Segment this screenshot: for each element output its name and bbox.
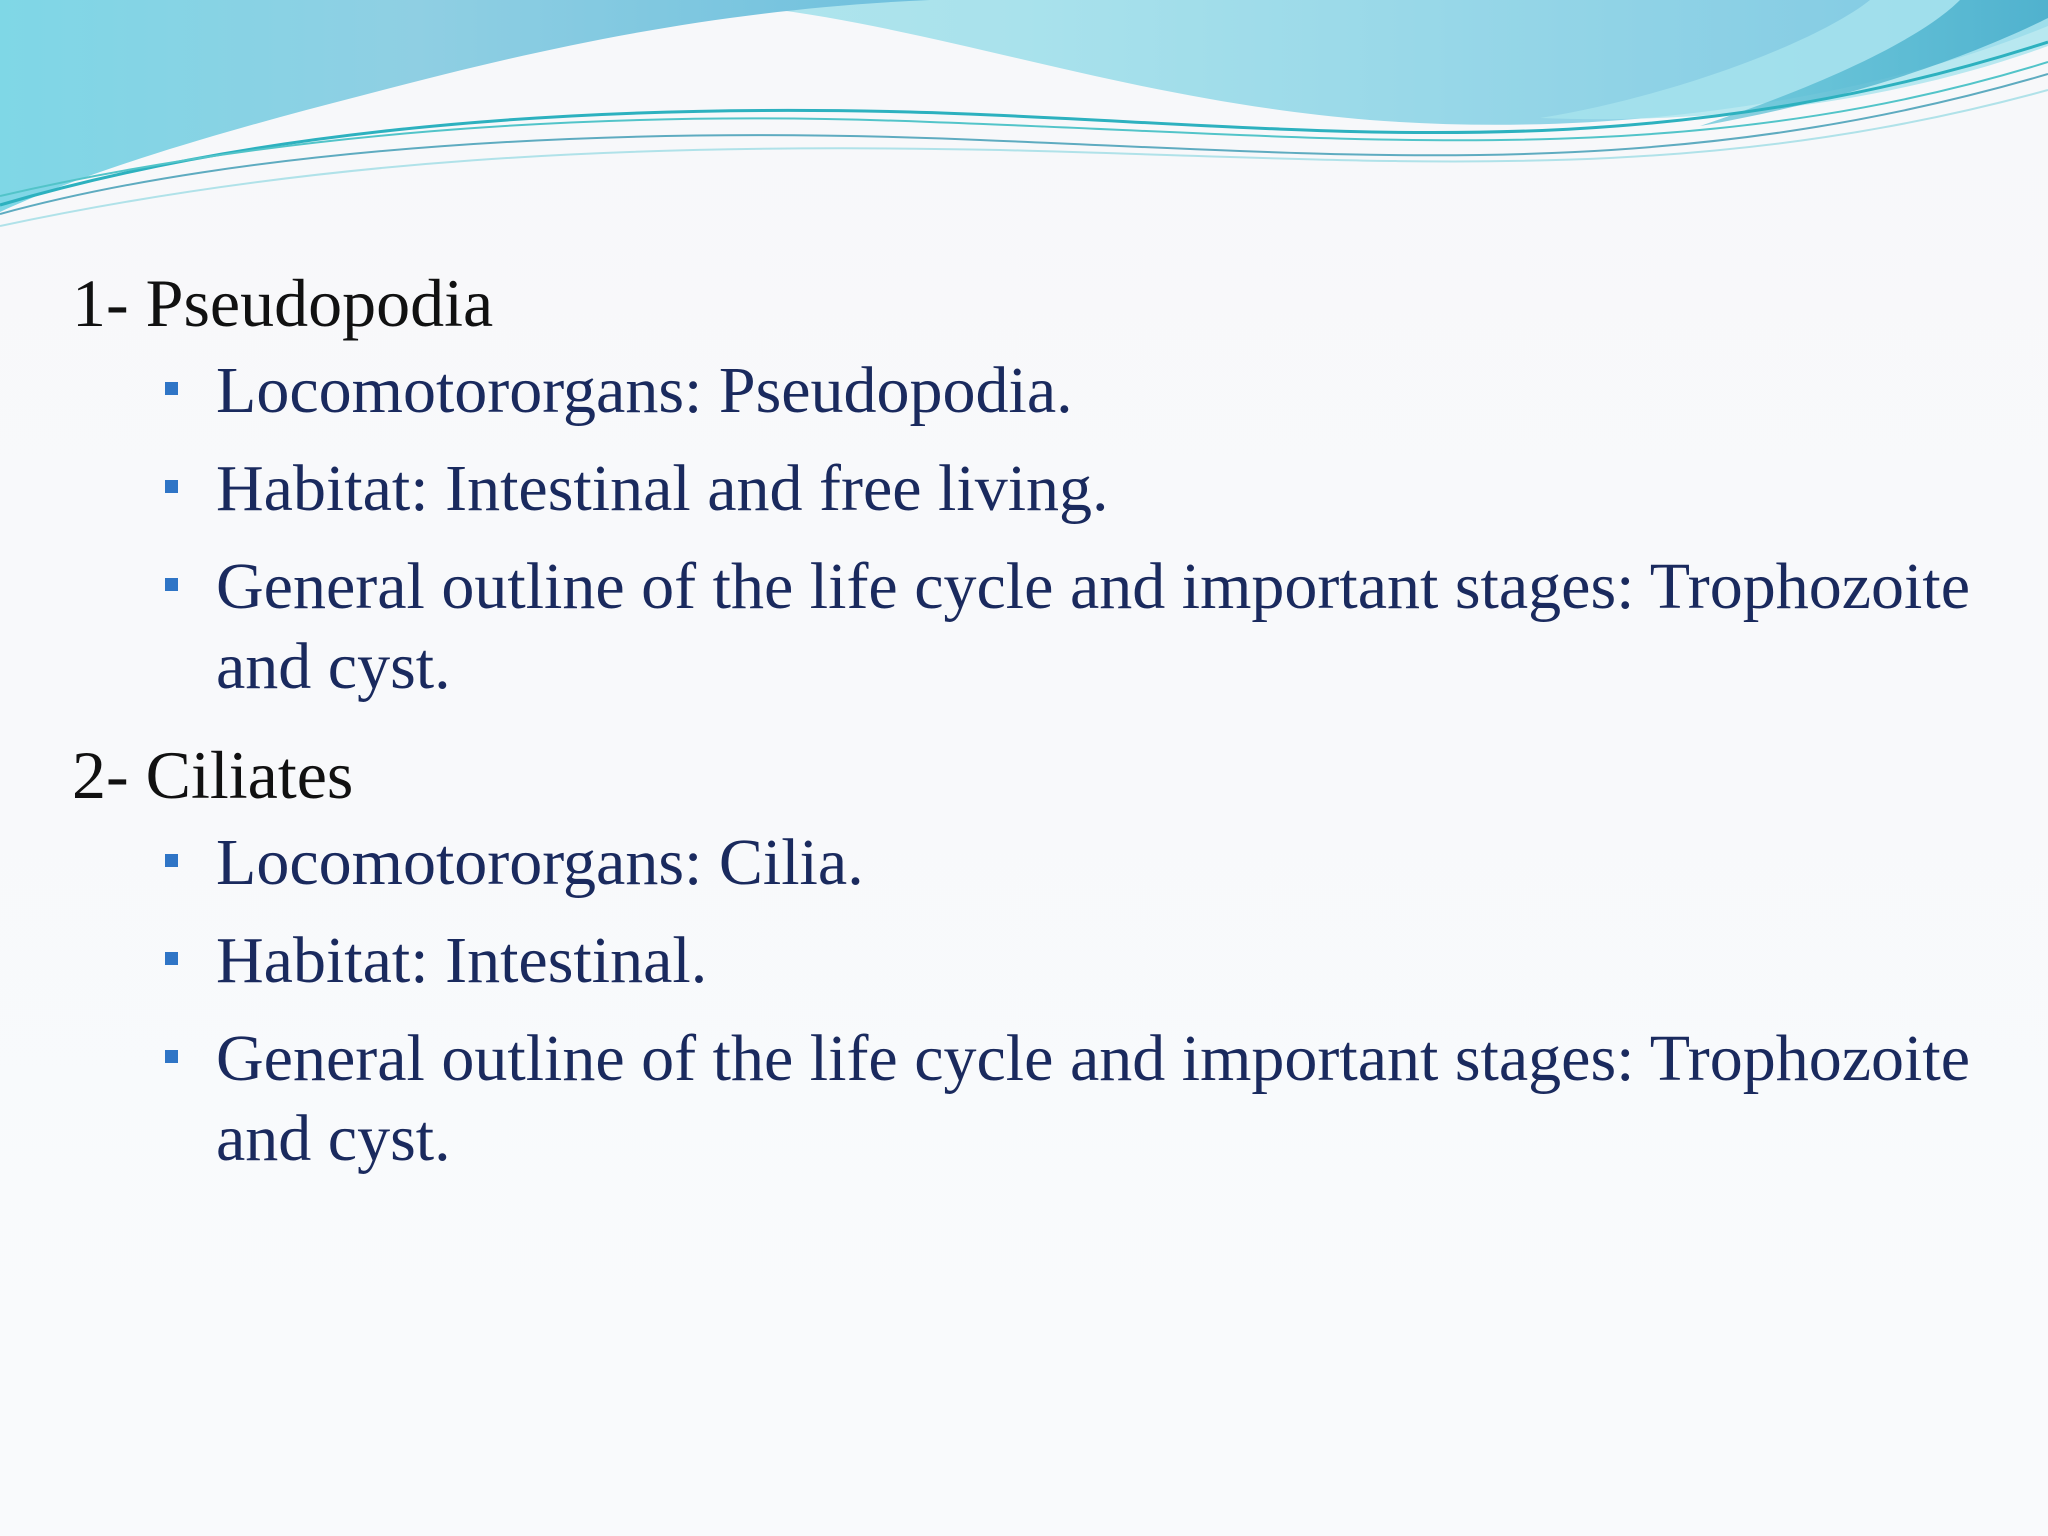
list-item bbox=[72, 449, 1972, 529]
section-heading: 1- Pseudopodia bbox=[72, 265, 494, 341]
bullet-text: Habitat: Intestinal. bbox=[216, 924, 708, 997]
bullet-text: Locomotororgans: Cilia. bbox=[216, 826, 864, 899]
list-item bbox=[72, 351, 1972, 431]
square-bullet-icon bbox=[165, 480, 178, 493]
list-item bbox=[72, 823, 1972, 903]
list-item bbox=[72, 1019, 1972, 1179]
section-ciliates bbox=[72, 727, 1972, 1179]
square-bullet-icon bbox=[165, 952, 178, 965]
section-heading: 2- Ciliates bbox=[72, 737, 354, 813]
square-bullet-icon bbox=[165, 1050, 178, 1063]
bullet-text: Habitat: Intestinal and free living. bbox=[216, 452, 1109, 525]
decorative-wave-header bbox=[0, 0, 2048, 240]
list-item bbox=[72, 921, 1972, 1001]
square-bullet-icon bbox=[165, 382, 178, 395]
bullet-text: General outline of the life cycle and important stages: Trophozoite and cyst. bbox=[216, 550, 1971, 703]
bullet-text: Locomotororgans: Pseudopodia. bbox=[216, 354, 1073, 427]
section-pseudopodia bbox=[72, 255, 1972, 707]
square-bullet-icon bbox=[165, 854, 178, 867]
slide-content bbox=[72, 255, 1972, 1197]
bullet-text: General outline of the life cycle and important stages: Trophozoite and cyst. bbox=[216, 1022, 1971, 1175]
list-item bbox=[72, 547, 1972, 707]
square-bullet-icon bbox=[165, 578, 178, 591]
wave-main-shape bbox=[0, 0, 930, 212]
bullet-list bbox=[72, 351, 1972, 707]
bullet-list bbox=[72, 823, 1972, 1179]
